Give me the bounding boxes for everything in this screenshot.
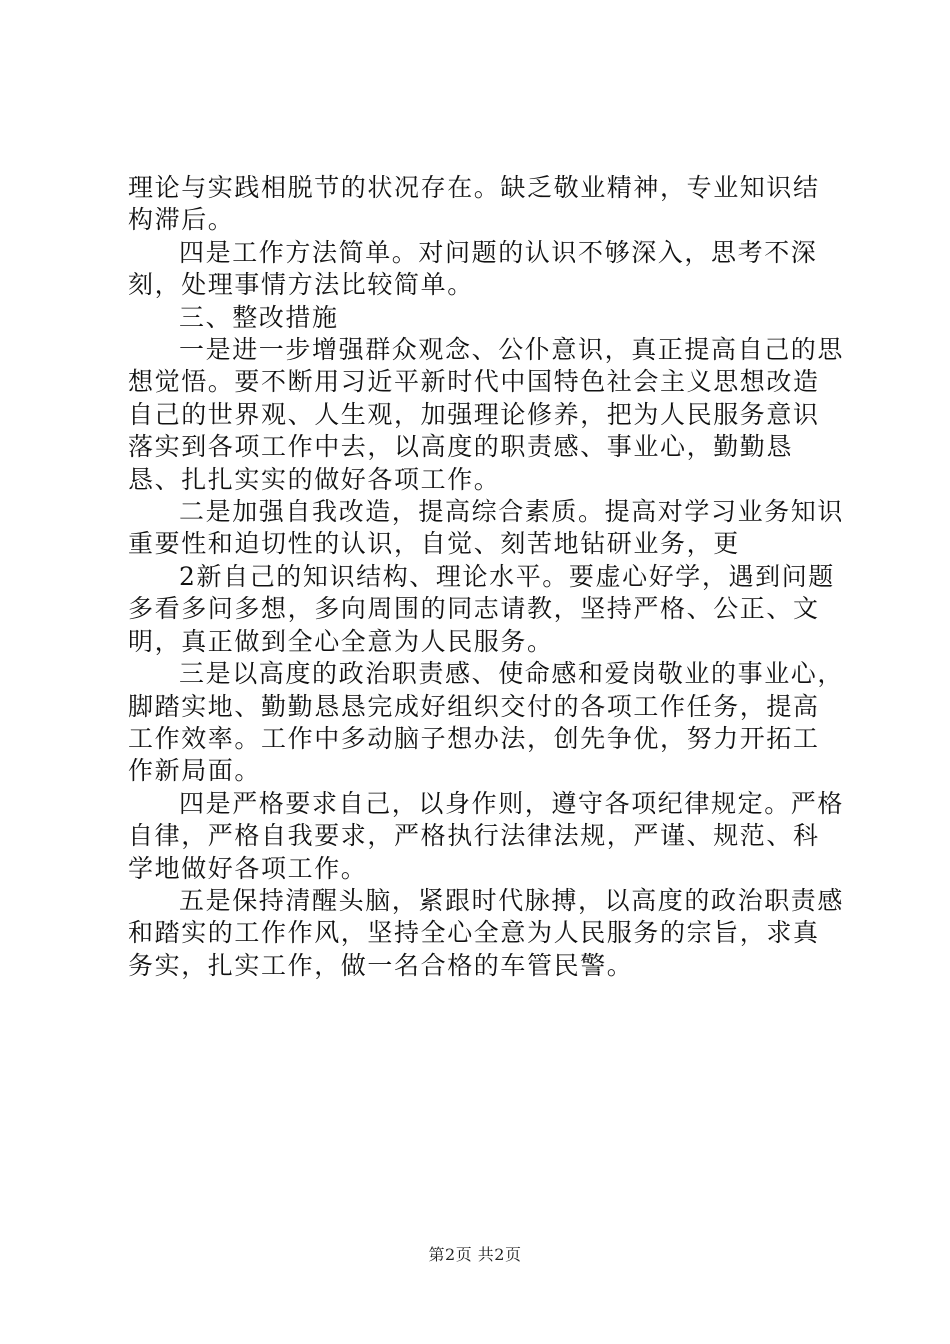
paragraph-continuation: 理论与实践相脱节的状况存在。缺乏敬业精神，专业知识结构滞后。 [128,173,820,235]
paragraph-measure-1: 一是进一步增强群众观念、公仆意识，真正提高自己的思想觉悟。要不断用习近平新时代中国特色社会主义思想改造自己的世界观、人生观，加强理论修养，把为人民服务意识落实到各项工作中去，以高度的职责感、事业心，勤勤恳恳、扎扎实实的做好各项工作。 [128,335,845,494]
paragraph-measure-2: 二是加强自我改造，提高综合素质。提高对学习业务知识重要性和迫切性的认识，自觉、刻苦地钻研业务，更 [128,497,845,559]
paragraph-measure-5: 五是保持清醒头脑，紧跟时代脉搏，以高度的政治职责感和踏实的工作作风，坚持全心全意为人民服务的宗旨，求真务实，扎实工作，做一名合格的车管民警。 [128,885,845,980]
section-heading-rectification: 三、整改措施 [179,302,339,332]
paragraph-measure-4: 四是严格要求自己，以身作则，遵守各项纪律规定。严格自律，严格自我要求，严格执行法律法规，严谨、规范、科学地做好各项工作。 [128,788,845,883]
page-number-footer: 第2页 共2页 [428,1245,522,1264]
paragraph-measure-2-continued: 2新自己的知识结构、理论水平。要虚心好学，遇到问题多看多问多想，多向周围的同志请教，坚持严格、公正、文明，真正做到全心全意为人民服务。 [128,561,835,656]
paragraph-method-issue: 四是工作方法简单。对问题的认识不够深入，思考不深刻，处理事情方法比较简单。 [128,237,818,300]
paragraph-measure-3: 三是以高度的政治职责感、使命感和爱岗敬业的事业心，脚踏实地、勤勤恳恳完成好组织交付的各项工作任务，提高工作效率。工作中多动脑子想办法，创先争优，努力开拓工作新局面。 [128,659,845,786]
document-body [128,172,844,982]
